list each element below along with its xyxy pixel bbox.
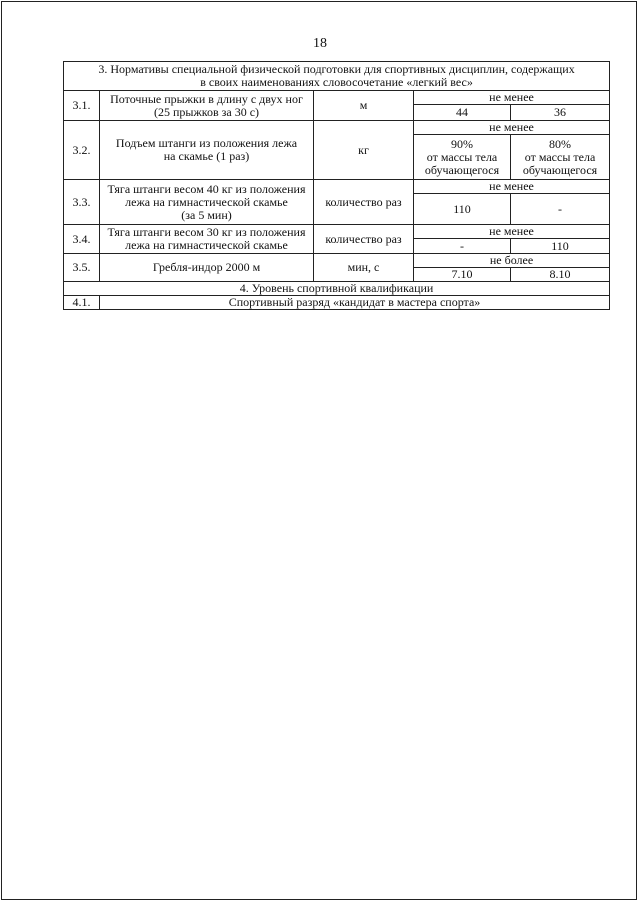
exercise-line: Тяга штанги весом 30 кг из положения	[107, 225, 306, 239]
value-cell-1	[414, 135, 511, 180]
exercise-line: лежа на гимнастической скамье	[125, 194, 288, 209]
table-row	[64, 121, 610, 135]
qualifier-cell: не менее	[414, 180, 610, 194]
norms-table	[63, 61, 610, 310]
qualifier-cell: не менее	[414, 91, 610, 105]
section-3-heading	[64, 62, 610, 91]
exercise-line: на скамье (1 раз)	[163, 149, 250, 163]
section-3-heading-line1: 3. Нормативы специальной физической подготовки для спортивных дисциплин, содержащих	[98, 62, 575, 76]
exercise-cell	[100, 225, 314, 254]
exercise-line: Подъем штанги из положения лежа	[115, 136, 298, 150]
value-cell-2: 36	[511, 105, 610, 121]
table-row	[64, 225, 610, 239]
exercise-line: лежа на гимнастической скамье	[125, 238, 288, 252]
unit-cell: количество раз	[314, 225, 414, 254]
value-cell-1: 44	[414, 105, 511, 121]
value-text: обучающегося	[424, 162, 500, 177]
section-3-heading-line2: в своих наименованиях словосочетание «легкий вес»	[200, 75, 473, 89]
value-cell-1: 110	[414, 194, 511, 225]
unit-cell: кг	[314, 121, 414, 180]
exercise-line: Тяга штанги весом 40 кг из положения	[107, 181, 306, 196]
qualifier-cell: не менее	[414, 225, 610, 239]
exercise-cell	[100, 91, 314, 121]
section-4-heading: 4. Уровень спортивной квалификации	[64, 282, 610, 296]
row-number: 3.4.	[64, 225, 100, 254]
exercise-cell	[100, 180, 314, 225]
exercise-cell: Гребля-индор 2000 м	[100, 254, 314, 282]
section-3-heading-row	[64, 62, 610, 91]
row-number: 3.2.	[64, 121, 100, 180]
value-cell-2	[511, 135, 610, 180]
value-cell-1: -	[414, 239, 511, 254]
table-row	[64, 91, 610, 105]
value-cell-2: 8.10	[511, 268, 610, 282]
exercise-line: Поточные прыжки в длину с двух ног	[110, 91, 303, 106]
unit-cell: мин, с	[314, 254, 414, 282]
unit-cell: количество раз	[314, 180, 414, 225]
value-text: от массы тела	[426, 149, 498, 164]
row-number: 3.3.	[64, 180, 100, 225]
section-4-heading-row	[64, 282, 610, 296]
unit-cell: м	[314, 91, 414, 121]
value-text: от массы тела	[524, 149, 596, 164]
table-row	[64, 180, 610, 194]
qualifier-cell: не более	[414, 254, 610, 268]
value-percent: 90%	[451, 136, 473, 151]
exercise-line: (25 прыжков за 30 с)	[153, 104, 260, 119]
row-number: 3.1.	[64, 91, 100, 121]
qualification-cell: Спортивный разряд «кандидат в мастера спорта»	[100, 296, 610, 310]
exercise-cell	[100, 121, 314, 180]
qualifier-cell: не менее	[414, 121, 610, 135]
exercise-line: (за 5 мин)	[181, 207, 232, 222]
table-row	[64, 254, 610, 268]
table-row	[64, 296, 610, 310]
value-cell-2: -	[511, 194, 610, 225]
page-number: 18	[313, 36, 327, 51]
value-percent: 80%	[549, 136, 572, 151]
row-number: 4.1.	[64, 296, 100, 310]
value-cell-1: 7.10	[414, 268, 511, 282]
row-number: 3.5.	[64, 254, 100, 282]
value-text: обучающегося	[522, 162, 598, 177]
value-cell-2: 110	[511, 239, 610, 254]
